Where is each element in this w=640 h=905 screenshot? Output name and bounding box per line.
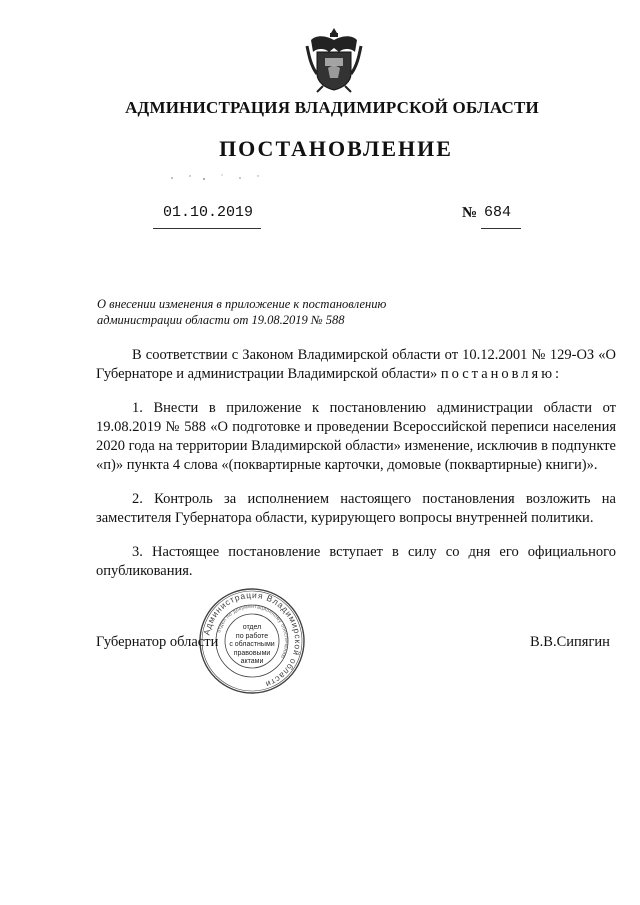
document-date: 01.10.2019 xyxy=(163,204,254,221)
stamp-ring-text: Администрация Владимирской области xyxy=(201,589,304,690)
stamp-center-text xyxy=(228,624,276,667)
item-1-paragraph: 1. Внести в приложение к постановлению администрации области от 19.08.2019 № 588 «О подготовке и проведении Всероссийской переписи населения 2020 года на территории Владимирской области» изменение, исключив в подпункте «п)» пункта 4 слова «(поквартирные карточки, домовые (поквартирные) книги)». xyxy=(96,400,616,473)
preamble-text: В соответствии с Законом Владимирской области от 10.12.2001 № 129-ОЗ «О Губернаторе и администрации Владимирской области» xyxy=(96,347,616,382)
document-type: ПОСТАНОВЛЕНИЕ xyxy=(219,136,453,161)
subject-line-2: администрации области от 19.08.2019 № 588 xyxy=(97,313,345,327)
stamp-center-line-3: с областными xyxy=(229,641,275,648)
stamp-center-line-1: отдел xyxy=(242,624,262,631)
coat-of-arms-icon xyxy=(303,26,365,94)
number-underline xyxy=(481,228,521,229)
item-2-paragraph: 2. Контроль за исполнением настоящего постановления возложить на заместителя Губернатора области, курирующего вопросы внутренней политики. xyxy=(96,491,616,526)
stamp-center-line-5: актами xyxy=(240,658,264,665)
document-subject xyxy=(97,296,427,328)
signatory-title: Губернатор области xyxy=(96,634,219,650)
stamp-inner-ring-text: отдел по документационному обеспечению xyxy=(216,603,290,660)
document-number: 684 xyxy=(484,204,512,221)
preamble-paragraph xyxy=(96,346,616,384)
stamp-center-line-2: по работе xyxy=(235,632,269,640)
stamp-center-line-4: правовыми xyxy=(233,649,271,657)
scan-noise xyxy=(160,170,270,184)
number-sign: № xyxy=(462,205,478,221)
signatory-name: В.В.Сипягин xyxy=(530,634,610,650)
date-number-row xyxy=(0,204,640,234)
organization-title: АДМИНИСТРАЦИЯ ВЛАДИМИРСКОЙ ОБЛАСТИ xyxy=(125,98,539,117)
document-body xyxy=(96,346,616,596)
decree-word: постановляю: xyxy=(440,366,563,382)
item-3-paragraph: 3. Настоящее постановление вступает в силу со дня его официального опубликования. xyxy=(96,544,616,579)
date-underline xyxy=(153,228,261,229)
subject-line-1: О внесении изменения в приложение к постановлению xyxy=(97,297,387,311)
